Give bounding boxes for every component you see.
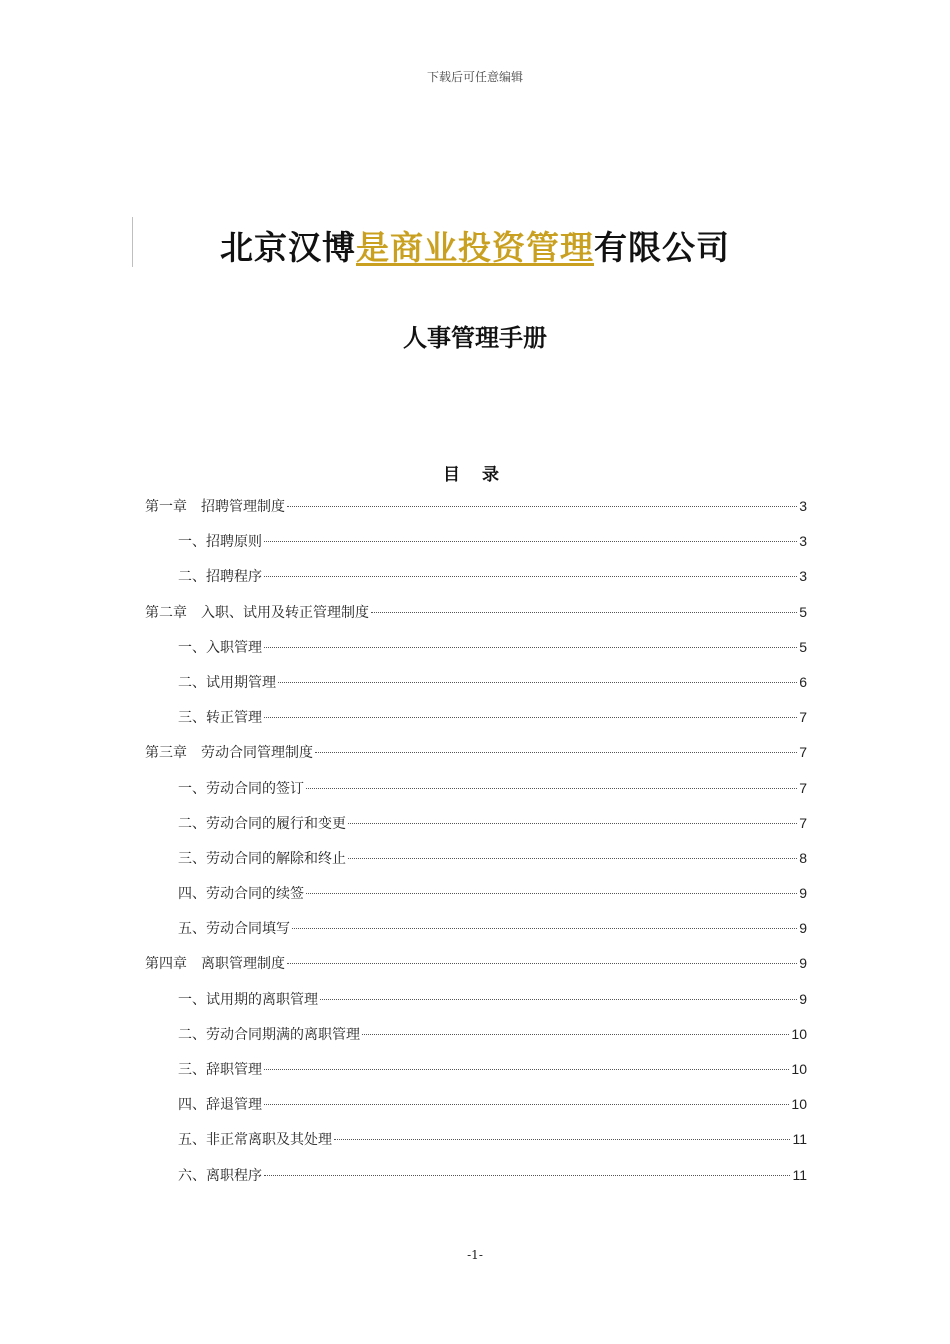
toc-dot-leader: [348, 822, 797, 824]
toc-dot-leader: [264, 646, 797, 648]
toc-dot-leader: [306, 787, 797, 789]
toc-entry-text: 二、试用期管理: [178, 674, 276, 691]
company-title-prefix: 北京汉博: [220, 228, 356, 267]
toc-entry-text: 五、非正常离职及其处理: [178, 1132, 332, 1149]
toc-entry-text: 第三章 劳动合同管理制度: [145, 745, 313, 762]
toc-page-number: 3: [799, 533, 807, 550]
toc-section-entry[interactable]: [145, 1052, 807, 1087]
toc-entry-text: 一、劳动合同的签订: [178, 780, 304, 797]
toc-page-number: 9: [799, 990, 807, 1007]
toc-page-number: 11: [792, 1131, 807, 1148]
toc-section-entry[interactable]: [145, 1122, 807, 1157]
toc-page-number: 8: [799, 849, 807, 866]
toc-entry-text: 二、劳动合同的履行和变更: [178, 815, 346, 832]
toc-page-number: 5: [799, 603, 807, 620]
toc-chapter-entry[interactable]: [145, 946, 807, 981]
toc-dot-leader: [264, 1103, 789, 1105]
toc-entry-text: 二、劳动合同期满的离职管理: [178, 1026, 360, 1043]
toc-section-entry[interactable]: [145, 630, 807, 665]
toc-chapter-entry[interactable]: [145, 489, 807, 524]
toc-entry-text: 四、劳动合同的续签: [178, 886, 304, 903]
toc-chapter-entry[interactable]: [145, 595, 807, 630]
toc-dot-leader: [287, 962, 797, 964]
toc-page-number: 7: [799, 744, 807, 761]
toc-dot-leader: [362, 1033, 789, 1035]
toc-section-entry[interactable]: [145, 1158, 807, 1193]
toc-dot-leader: [278, 681, 797, 683]
toc-dot-leader: [315, 751, 797, 753]
toc-entry-text: 第四章 离职管理制度: [145, 956, 285, 973]
toc-page-number: 7: [799, 709, 807, 726]
toc-dot-leader: [264, 540, 797, 542]
document-subtitle: 人事管理手册: [403, 324, 547, 352]
toc-dot-leader: [371, 611, 797, 613]
toc-chapter-entry[interactable]: [145, 735, 807, 770]
toc-page-number: 3: [799, 568, 807, 585]
header-note: 下载后可任意编辑: [426, 70, 523, 84]
toc-dot-leader: [287, 505, 797, 507]
page-number: -1-: [467, 1248, 483, 1262]
toc-entry-text: 一、试用期的离职管理: [178, 991, 318, 1008]
toc-section-entry[interactable]: [145, 1087, 807, 1122]
company-title-highlight: 是商业投资管理: [356, 228, 594, 267]
toc-page-number: 5: [799, 638, 807, 655]
toc-section-entry[interactable]: [145, 524, 807, 559]
toc-page-number: 3: [799, 498, 807, 514]
toc-entry-text: 四、辞退管理: [178, 1097, 262, 1114]
toc-page-number: 7: [799, 779, 807, 796]
toc-entry-text: 五、劳动合同填写: [178, 921, 290, 938]
toc-section-entry[interactable]: [145, 771, 807, 806]
toc-dot-leader: [348, 857, 797, 859]
toc-section-entry[interactable]: [145, 841, 807, 876]
toc-entry-text: 第二章 入职、试用及转正管理制度: [145, 604, 369, 621]
toc-dot-leader: [264, 1174, 790, 1176]
toc-entry-text: 六、离职程序: [178, 1167, 262, 1184]
toc-dot-leader: [264, 716, 797, 718]
company-title-suffix: 有限公司: [594, 228, 730, 267]
toc-entry-text: 三、劳动合同的解除和终止: [178, 850, 346, 867]
toc-entry-text: 二、招聘程序: [178, 569, 262, 586]
toc-page-number: 9: [799, 920, 807, 937]
toc-section-entry[interactable]: [145, 982, 807, 1017]
toc-section-entry[interactable]: [145, 700, 807, 735]
toc-page-number: 6: [799, 673, 807, 690]
toc-section-entry[interactable]: [145, 911, 807, 946]
company-title: [0, 222, 950, 269]
toc-section-entry[interactable]: [145, 876, 807, 911]
toc-page-number: 11: [792, 1166, 807, 1183]
toc-section-entry[interactable]: [145, 665, 807, 700]
toc-dot-leader: [306, 892, 797, 894]
toc-entry-text: 三、转正管理: [178, 710, 262, 727]
toc-entry-text: 第一章 招聘管理制度: [145, 499, 285, 515]
toc-page-number: 10: [791, 1025, 807, 1042]
toc-page-number: 9: [799, 955, 807, 972]
toc-heading: 目 录: [443, 465, 507, 485]
toc-page-number: 7: [799, 814, 807, 831]
toc-section-entry[interactable]: [145, 1017, 807, 1052]
toc-dot-leader: [292, 927, 797, 929]
toc-entry-text: 一、招聘原则: [178, 534, 262, 551]
toc-dot-leader: [320, 998, 797, 1000]
toc-dot-leader: [264, 575, 797, 577]
toc-page-number: 10: [791, 1061, 807, 1077]
table-of-contents: [145, 489, 807, 1193]
toc-page-number: 9: [799, 885, 807, 902]
toc-page-number: 10: [791, 1096, 807, 1113]
toc-entry-text: 三、辞职管理: [178, 1062, 262, 1078]
toc-dot-leader: [334, 1138, 790, 1140]
toc-entry-text: 一、入职管理: [178, 639, 262, 656]
toc-section-entry[interactable]: [145, 559, 807, 594]
toc-dot-leader: [264, 1068, 789, 1070]
toc-section-entry[interactable]: [145, 806, 807, 841]
